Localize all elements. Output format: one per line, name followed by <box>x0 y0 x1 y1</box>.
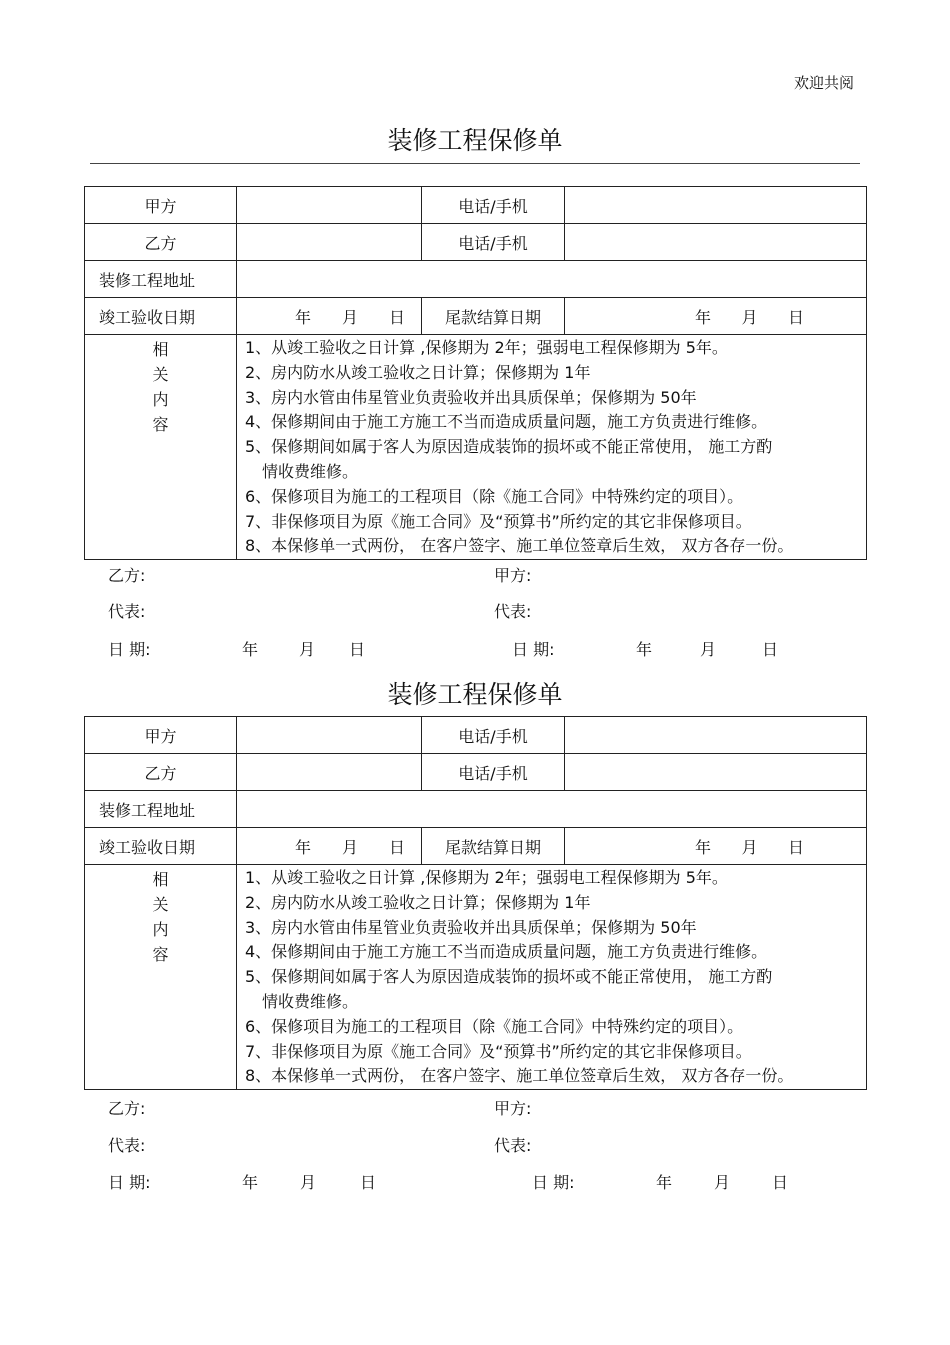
form-title: 装修工程保修单 <box>387 126 563 155</box>
party-a-field[interactable] <box>237 187 422 224</box>
party-a-rep-label: 代表: <box>494 1136 532 1155</box>
term-item: 4、保修期间由于施工方施工不当而造成质量问题，施工方负责进行维修。 <box>245 412 768 432</box>
content-side-label: 相 关 内 容 <box>85 865 237 1090</box>
party-b-label: 乙方 <box>85 224 237 261</box>
content-side-label: 相 关 内 容 <box>85 335 237 560</box>
year-label: 年 <box>695 307 712 327</box>
party-b-signature-label: 乙方: <box>108 1099 146 1118</box>
address-label: 装修工程地址 <box>85 791 237 828</box>
term-item: 7、非保修项目为原《施工合同》及“预算书”所约定的其它非保修项目。 <box>245 511 752 531</box>
day-label: 日 <box>388 307 405 327</box>
address-label: 装修工程地址 <box>85 261 237 298</box>
party-b-rep-label: 代表: <box>108 602 146 621</box>
term-item: 2、房内防水从竣工验收之日计算；保修期为 1年 <box>245 362 591 382</box>
warranty-form-table <box>84 716 867 1090</box>
party-a-label: 甲方 <box>85 717 237 754</box>
term-item: 3、房内水管由伟星管业负责验收并出具质保单；保修期为 50年 <box>245 387 697 407</box>
warranty-terms <box>237 335 867 560</box>
party-b-label: 乙方 <box>85 754 237 791</box>
final-payment-date-label: 尾款结算日期 <box>422 298 565 335</box>
term-item: 1、从竣工验收之日计算 ,保修期为 2年；强弱电工程保修期为 5年。 <box>245 338 728 357</box>
term-item: 8、本保修单一式两份， 在客户签字、施工单位签章后生效， 双方各存一份。 <box>245 536 794 556</box>
party-a-rep-label: 代表: <box>494 602 532 621</box>
year-label: 年 <box>295 307 312 327</box>
address-field[interactable] <box>237 791 867 828</box>
phone-label: 电话/手机 <box>422 187 565 224</box>
party-a-sign-date: 日 期: 年 月 日 <box>532 1173 789 1192</box>
party-a-signature-label: 甲方: <box>494 566 532 585</box>
header-note: 欢迎共阅 <box>793 74 854 92</box>
completion-date-label: 竣工验收日期 <box>85 298 237 335</box>
term-item: 8、本保修单一式两份， 在客户签字、施工单位签章后生效， 双方各存一份。 <box>245 1066 794 1086</box>
party-b-field[interactable] <box>237 224 422 261</box>
warranty-terms <box>237 865 867 1090</box>
party-b-rep-label: 代表: <box>108 1136 146 1155</box>
final-payment-date-field[interactable]: 年 月 日 <box>565 828 867 865</box>
completion-date-field[interactable]: 年 月 日 <box>237 828 422 865</box>
term-item: 7、非保修项目为原《施工合同》及“预算书”所约定的其它非保修项目。 <box>245 1041 752 1061</box>
phone-label: 电话/手机 <box>422 754 565 791</box>
term-item-continuation: 情收费维修。 <box>262 991 359 1011</box>
completion-date-label: 竣工验收日期 <box>85 828 237 865</box>
party-a-field[interactable] <box>237 717 422 754</box>
month-label: 月 <box>341 307 358 327</box>
title-divider <box>90 163 860 164</box>
party-b-sign-date: 日 期: 年 月 日 <box>108 640 366 659</box>
phone-label: 电话/手机 <box>422 717 565 754</box>
party-a-signature-label: 甲方: <box>494 1099 532 1118</box>
month-label: 月 <box>741 307 758 327</box>
term-item: 6、保修项目为施工的工程项目（除《施工合同》中特殊约定的项目）。 <box>245 486 744 506</box>
term-item-continuation: 情收费维修。 <box>262 461 359 481</box>
term-item: 4、保修期间由于施工方施工不当而造成质量问题，施工方负责进行维修。 <box>245 942 768 962</box>
term-item: 5、保修期间如属于客人为原因造成装饰的损坏或不能正常使用， 施工方酌 <box>245 967 773 987</box>
term-item: 2、房内防水从竣工验收之日计算；保修期为 1年 <box>245 892 591 912</box>
address-field[interactable] <box>237 261 867 298</box>
party-b-field[interactable] <box>237 754 422 791</box>
party-b-phone-field[interactable] <box>565 224 867 261</box>
party-b-phone-field[interactable] <box>565 754 867 791</box>
day-label: 日 <box>787 307 804 327</box>
party-a-phone-field[interactable] <box>565 717 867 754</box>
party-b-sign-date: 日 期: 年 月 日 <box>108 1173 377 1192</box>
term-item: 6、保修项目为施工的工程项目（除《施工合同》中特殊约定的项目）。 <box>245 1016 744 1036</box>
party-a-sign-date: 日 期: 年 月 日 <box>512 640 779 659</box>
completion-date-field[interactable] <box>237 298 422 335</box>
final-payment-date-field[interactable] <box>565 298 867 335</box>
phone-label: 电话/手机 <box>422 224 565 261</box>
warranty-form-table <box>84 186 867 560</box>
term-item: 3、房内水管由伟星管业负责验收并出具质保单；保修期为 50年 <box>245 917 697 937</box>
party-a-label: 甲方 <box>85 187 237 224</box>
form-title: 装修工程保修单 <box>387 680 563 709</box>
term-item: 1、从竣工验收之日计算 ,保修期为 2年；强弱电工程保修期为 5年。 <box>245 868 728 887</box>
final-payment-date-label: 尾款结算日期 <box>422 828 565 865</box>
party-b-signature-label: 乙方: <box>108 566 146 585</box>
term-item: 5、保修期间如属于客人为原因造成装饰的损坏或不能正常使用， 施工方酌 <box>245 437 773 457</box>
party-a-phone-field[interactable] <box>565 187 867 224</box>
